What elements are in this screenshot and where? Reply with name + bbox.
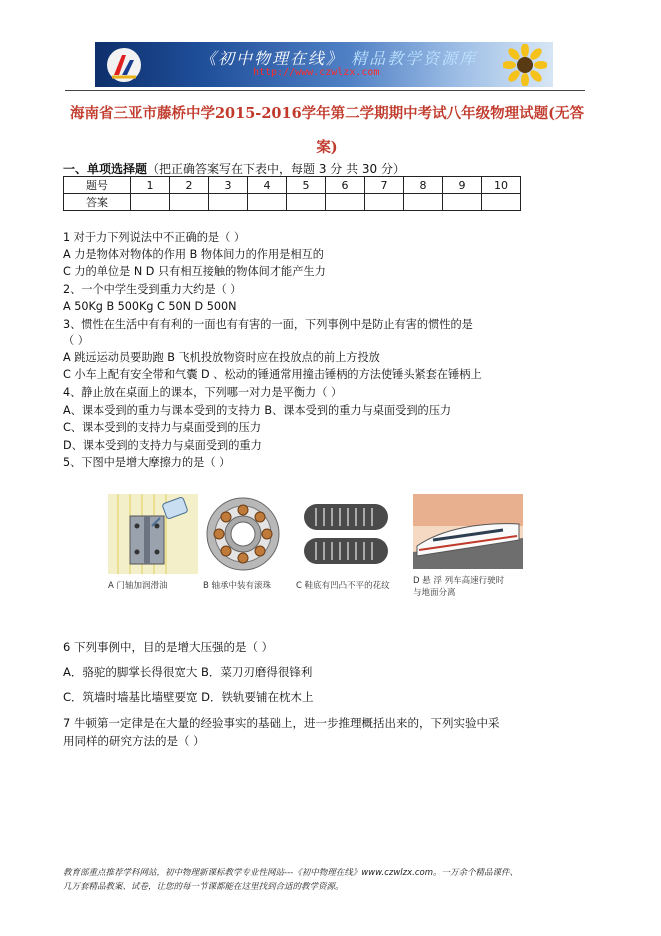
footer-line-2: 几万套精品教案、试卷，让您的每一节课都能在这里找到合适的教学资源。 bbox=[63, 882, 344, 892]
question-4: 4、静止放在桌面上的课本，下列哪一对力是平衡力（ ） bbox=[63, 386, 343, 399]
table-row bbox=[64, 194, 521, 211]
question-6-options-cd: C．筑墙时墙基比墙壁要宽 D．铁轨要铺在枕木上 bbox=[63, 690, 314, 704]
table-cell: 答案 bbox=[64, 194, 131, 211]
question-4-option-c: C、课本受到的支持力与桌面受到的压力 bbox=[63, 421, 262, 434]
question-3: 3、惯性在生活中有有利的一面也有有害的一面，下列事例中是防止有害的惯性的是 bbox=[63, 318, 473, 331]
picture-b-caption: B 轴承中装有滚珠 bbox=[203, 581, 272, 591]
banner-url: http://www.czwlzx.com bbox=[253, 67, 380, 78]
question-6: 6 下列事例中，目的是增大压强的是（ ） bbox=[63, 640, 274, 654]
picture-a-caption: A 门轴加润滑油 bbox=[108, 581, 168, 591]
answer-cell[interactable] bbox=[326, 194, 365, 211]
question-1-options-cd: C 力的单位是 N D 只有相互接触的物体间才能产生力 bbox=[63, 265, 326, 278]
table-cell: 2 bbox=[170, 177, 209, 194]
question-4-option-d: D、课本受到的支持力与桌面受到的重力 bbox=[63, 439, 262, 452]
answer-cell[interactable] bbox=[443, 194, 482, 211]
question-2-options: A 50Kg B 500Kg C 50N D 500N bbox=[63, 300, 237, 313]
answer-cell[interactable] bbox=[287, 194, 326, 211]
picture-b bbox=[203, 494, 303, 592]
banner-title: 《初中物理在线》 精品教学资源库 bbox=[200, 49, 478, 68]
table-cell: 7 bbox=[365, 177, 404, 194]
table-cell: 10 bbox=[482, 177, 521, 194]
question-5-pictures bbox=[108, 494, 578, 612]
question-7: 7 牛顿第一定律是在大量的经验事实的基础上，进一步推理概括出来的，下列实验中采 bbox=[63, 716, 500, 730]
question-1-options-ab: A 力是物体对物体的作用 B 物体间力的作用是相互的 bbox=[63, 248, 324, 261]
table-cell: 4 bbox=[248, 177, 287, 194]
maglev-train-image bbox=[413, 494, 523, 569]
question-5: 5、下图中是增大摩擦力的是（ ） bbox=[63, 456, 231, 469]
picture-a bbox=[108, 494, 208, 592]
ball-bearing-image bbox=[203, 494, 283, 574]
table-cell: 8 bbox=[404, 177, 443, 194]
header-rule bbox=[65, 90, 585, 91]
table-cell: 5 bbox=[287, 177, 326, 194]
question-4-options-ab: A、课本受到的重力与课本受到的支持力 B、课本受到的重力与桌面受到的压力 bbox=[63, 404, 452, 417]
picture-c bbox=[296, 494, 396, 592]
picture-c-caption: C 鞋底有凹凸不平的花纹 bbox=[296, 581, 390, 591]
answer-cell[interactable] bbox=[131, 194, 170, 211]
answer-cell[interactable] bbox=[365, 194, 404, 211]
table-row bbox=[64, 177, 521, 194]
question-2: 2、一个中学生受到重力大约是（ ） bbox=[63, 283, 242, 296]
question-7-continued: 用同样的研究方法的是（ ） bbox=[63, 734, 205, 748]
question-3-options-ab: A 跳远运动员要助跑 B 飞机投放物资时应在投放点的前上方投放 bbox=[63, 351, 380, 364]
picture-d bbox=[413, 494, 533, 599]
answer-table bbox=[63, 176, 521, 211]
door-hinge-oil-image bbox=[108, 494, 198, 574]
answer-cell[interactable] bbox=[482, 194, 521, 211]
question-3-blank: （ ） bbox=[63, 334, 89, 347]
header-banner bbox=[95, 42, 553, 87]
question-6-options-ab: A．骆驼的脚掌长得很宽大 B．菜刀刃磨得很锋利 bbox=[63, 665, 313, 679]
table-cell: 3 bbox=[209, 177, 248, 194]
picture-d-caption: D 悬 浮 列车高速行驶时 与地面分离 bbox=[413, 576, 505, 598]
table-cell: 6 bbox=[326, 177, 365, 194]
sunflower-icon bbox=[503, 44, 547, 86]
table-cell: 9 bbox=[443, 177, 482, 194]
site-logo-icon bbox=[105, 46, 143, 84]
section-heading: 一、单项选择题（把正确答案写在下表中，每题 3 分 共 30 分） bbox=[63, 162, 405, 176]
shoe-sole-image bbox=[296, 494, 396, 574]
footer-line-1: 教育部重点推荐学科网站，初中物理新课标教学专业性网站---《初中物理在线》www.czwlzx.com。一万余个精品课件、 bbox=[63, 868, 519, 878]
table-cell: 题号 bbox=[64, 177, 131, 194]
page-title: 海南省三亚市藤桥中学2015-2016学年第二学期期中考试八年级物理试题(无答案) bbox=[69, 105, 585, 156]
table-cell: 1 bbox=[131, 177, 170, 194]
answer-cell[interactable] bbox=[404, 194, 443, 211]
question-1: 1 对于力下列说法中不正确的是（ ） bbox=[63, 231, 246, 244]
answer-cell[interactable] bbox=[170, 194, 209, 211]
question-3-options-cd: C 小车上配有安全带和气囊 D 、松动的锤通常用撞击锤柄的方法使锤头紧套在锤柄上 bbox=[63, 368, 482, 381]
answer-cell[interactable] bbox=[209, 194, 248, 211]
answer-cell[interactable] bbox=[248, 194, 287, 211]
